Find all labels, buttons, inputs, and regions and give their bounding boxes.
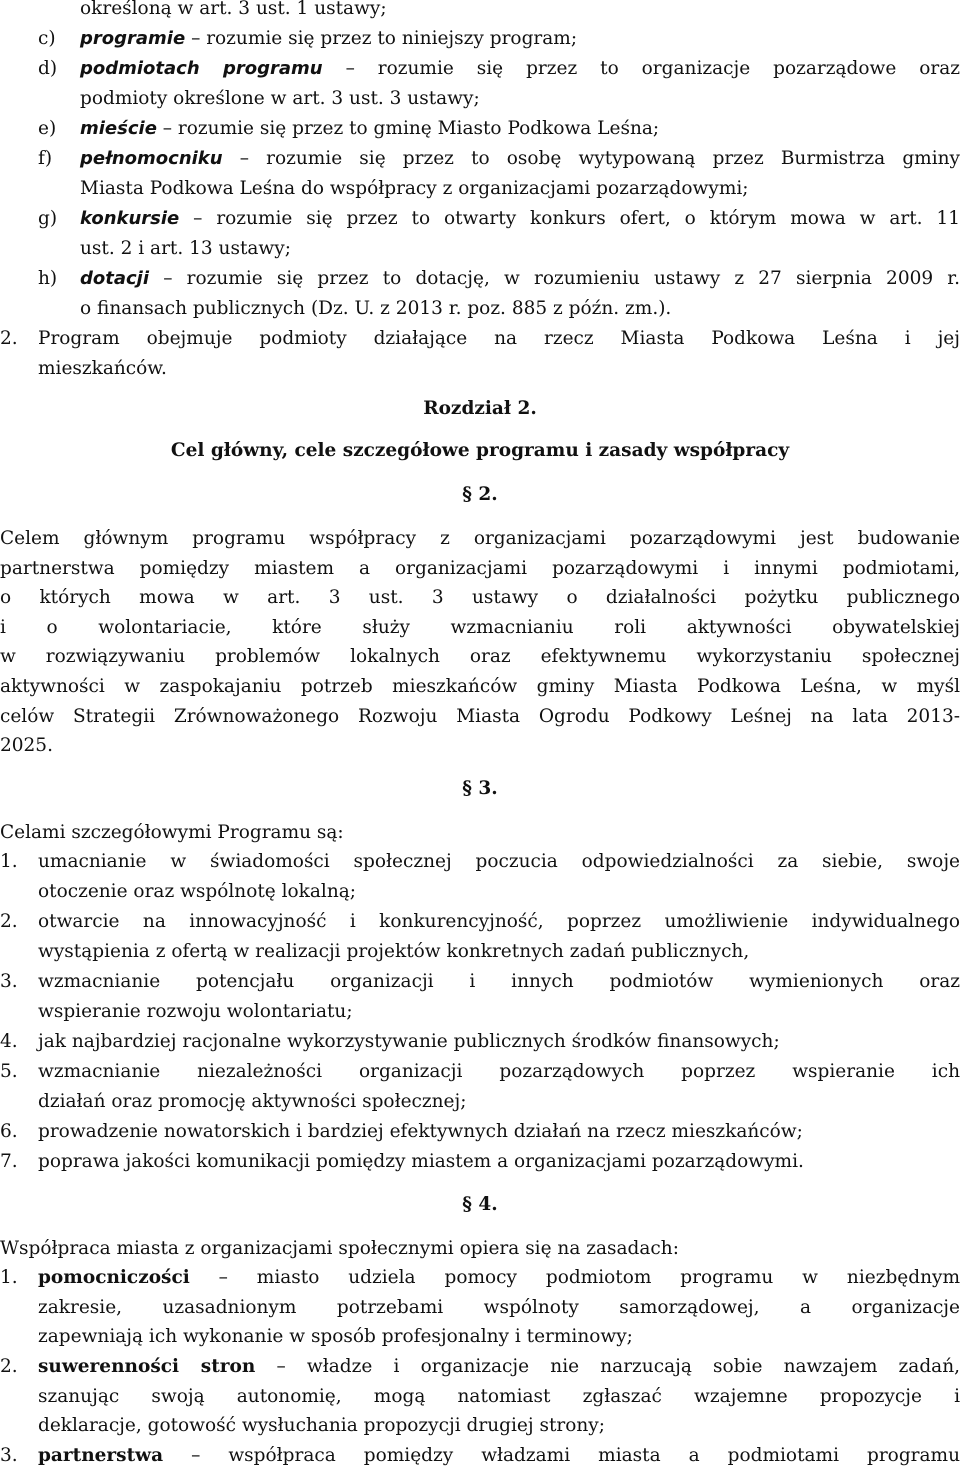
paragraph-line: i o wolontariacie, które służy wzmacnianiu roli aktywności obywatelskiej [0, 616, 960, 638]
definition-term: pełnomocniku [80, 148, 223, 169]
principle-term: pomocniczości [38, 1267, 190, 1288]
item-text-cont: deklaracje, gotowość wysłuchania propozycji drugiej strony; [38, 1415, 605, 1437]
point-number: 2. [0, 328, 18, 349]
paragraph-line: partnerstwa pomiędzy miastem a organizacjami pozarządowymi i innymi podmiotami, [0, 557, 960, 579]
chapter-subtitle: Cel główny, cele szczegółowe programu i zasady współpracy [170, 440, 790, 461]
definition-text-cont: ust. 2 i art. 13 ustawy; [80, 237, 291, 259]
definition-text: – rozumie się przez to niniejszy program; [191, 28, 578, 49]
paragraph-line: w rozwiązywaniu problemów lokalnych oraz efektywnemu wykorzystaniu społecznej [0, 646, 960, 668]
item-text: prowadzenie nowatorskich i bardziej efektywnych działań na rzecz mieszkańców; [38, 1121, 803, 1142]
definition-text: – rozumie się przez to osobę wytypowaną przez Burmistrza gminy [239, 148, 960, 169]
section-heading: § 2. [462, 484, 498, 505]
definition-text: – rozumie się przez to otwarty konkurs ofert, o którym mowa w art. 11 [193, 208, 960, 229]
definition-letter: c) [38, 28, 56, 49]
definition-text: – rozumie się przez to gminę Miasto Podkowa Leśna; [162, 118, 660, 139]
section-intro: Celami szczegółowymi Programu są: [0, 822, 344, 843]
section-heading: § 4. [462, 1194, 498, 1215]
definition-letter: e) [38, 118, 57, 139]
definition-term: podmiotach programu [80, 58, 323, 79]
item-text-cont: otoczenie oraz wspólnotę lokalną; [38, 880, 356, 902]
definition-letter: h) [38, 268, 58, 289]
definition-term: mieście [80, 118, 157, 139]
item-text: umacnianie w świadomości społecznej poczucia odpowiedzialności za siebie, swoje [38, 851, 960, 872]
definition-term: dotacji [80, 268, 150, 289]
item-text: – miasto udziela pomocy podmiotom programu w niezbędnym [218, 1267, 960, 1288]
section-paragraph [0, 524, 960, 761]
point-text-cont: mieszkańców. [38, 357, 167, 379]
definition-letter: g) [38, 208, 58, 229]
principle-term: suwerenności stron [38, 1356, 256, 1377]
definition-text-cont: o finansach publicznych (Dz. U. z 2013 r. poz. 885 z późn. zm.). [80, 297, 672, 319]
definition-term: konkursie [80, 208, 180, 229]
text-line: określoną w art. 3 ust. 1 ustawy; [80, 0, 387, 19]
item-text: jak najbardziej racjonalne wykorzystywanie publicznych środków finansowych; [38, 1031, 780, 1052]
definition-text-cont: Miasta Podkowa Leśna do współpracy z organizacjami pozarządowymi; [80, 177, 749, 199]
definition-term: programie [80, 28, 186, 49]
item-number: 6. [0, 1121, 18, 1142]
item-text-cont: szanując swoją autonomię, mogą natomiast zgłaszać wzajemne propozycje i [38, 1385, 960, 1407]
item-text-cont: zapewniają ich wykonanie w sposób profesjonalny i terminowy; [38, 1326, 633, 1348]
paragraph-line: Celem głównym programu współpracy z organizacjami pozarządowymi jest budowanie [0, 528, 960, 549]
item-text-cont: zakresie, uzasadnionym potrzebami wspólnoty samorządowej, a organizacje [38, 1296, 960, 1318]
item-number: 7. [0, 1151, 18, 1172]
item-number: 5. [0, 1061, 18, 1082]
item-number: 2. [0, 911, 18, 932]
item-text: – władze i organizacje nie narzucają sobie nawzajem zadań, [276, 1356, 960, 1377]
section-heading: § 3. [462, 778, 498, 799]
paragraph-line: celów Strategii Zrównoważonego Rozwoju Miasta Ogrodu Podkowy Leśnej na lata 2013- [0, 705, 960, 727]
paragraph-line: aktywności w zaspokajaniu potrzeb mieszkańców gminy Miasta Podkowa Leśna, w myśl [0, 675, 960, 697]
definition-text: – rozumie się przez to dotację, w rozumieniu ustawy z 27 sierpnia 2009 r. [163, 268, 960, 289]
item-text-cont: działań oraz promocję aktywności społecznej; [38, 1090, 467, 1112]
item-number: 1. [0, 1267, 18, 1288]
item-text: otwarcie na innowacyjność i konkurencyjność, poprzez umożliwienie indywidualnego [38, 911, 960, 932]
point-text: Program obejmuje podmioty działające na rzecz Miasta Podkowa Leśna i jej [38, 328, 960, 349]
definition-letter: f) [38, 148, 53, 169]
item-number: 1. [0, 851, 18, 872]
item-number: 2. [0, 1356, 18, 1377]
paragraph-line: 2025. [0, 735, 53, 757]
definition-letter: d) [38, 58, 58, 79]
paragraph-line: o których mowa w art. 3 ust. 3 ustawy o działalności pożytku publicznego [0, 587, 960, 609]
item-text-cont: wystąpienia z ofertą w realizacji projektów konkretnych zadań publicznych, [38, 940, 750, 962]
item-text-cont: wspieranie rozwoju wolontariatu; [38, 1000, 353, 1022]
item-number: 3. [0, 971, 18, 992]
item-number: 4. [0, 1031, 18, 1052]
item-number: 3. [0, 1445, 18, 1466]
section-intro: Współpraca miasta z organizacjami społecznymi opiera się na zasadach: [0, 1238, 679, 1259]
item-text: wzmacnianie niezależności organizacji pozarządowych poprzez wspieranie ich [38, 1061, 960, 1082]
item-text: wzmacnianie potencjału organizacji i innych podmiotów wymienionych oraz [38, 971, 960, 992]
chapter-title: Rozdział 2. [423, 398, 537, 419]
principle-term: partnerstwa [38, 1445, 164, 1466]
item-text: – współpraca pomiędzy władzami miasta a podmiotami programu [191, 1445, 960, 1466]
item-text: poprawa jakości komunikacji pomiędzy miastem a organizacjami pozarządowymi. [38, 1151, 804, 1172]
definition-text: – rozumie się przez to organizacje pozarządowe oraz [345, 58, 960, 79]
definition-text-cont: podmioty określone w art. 3 ust. 3 ustawy; [80, 87, 480, 109]
